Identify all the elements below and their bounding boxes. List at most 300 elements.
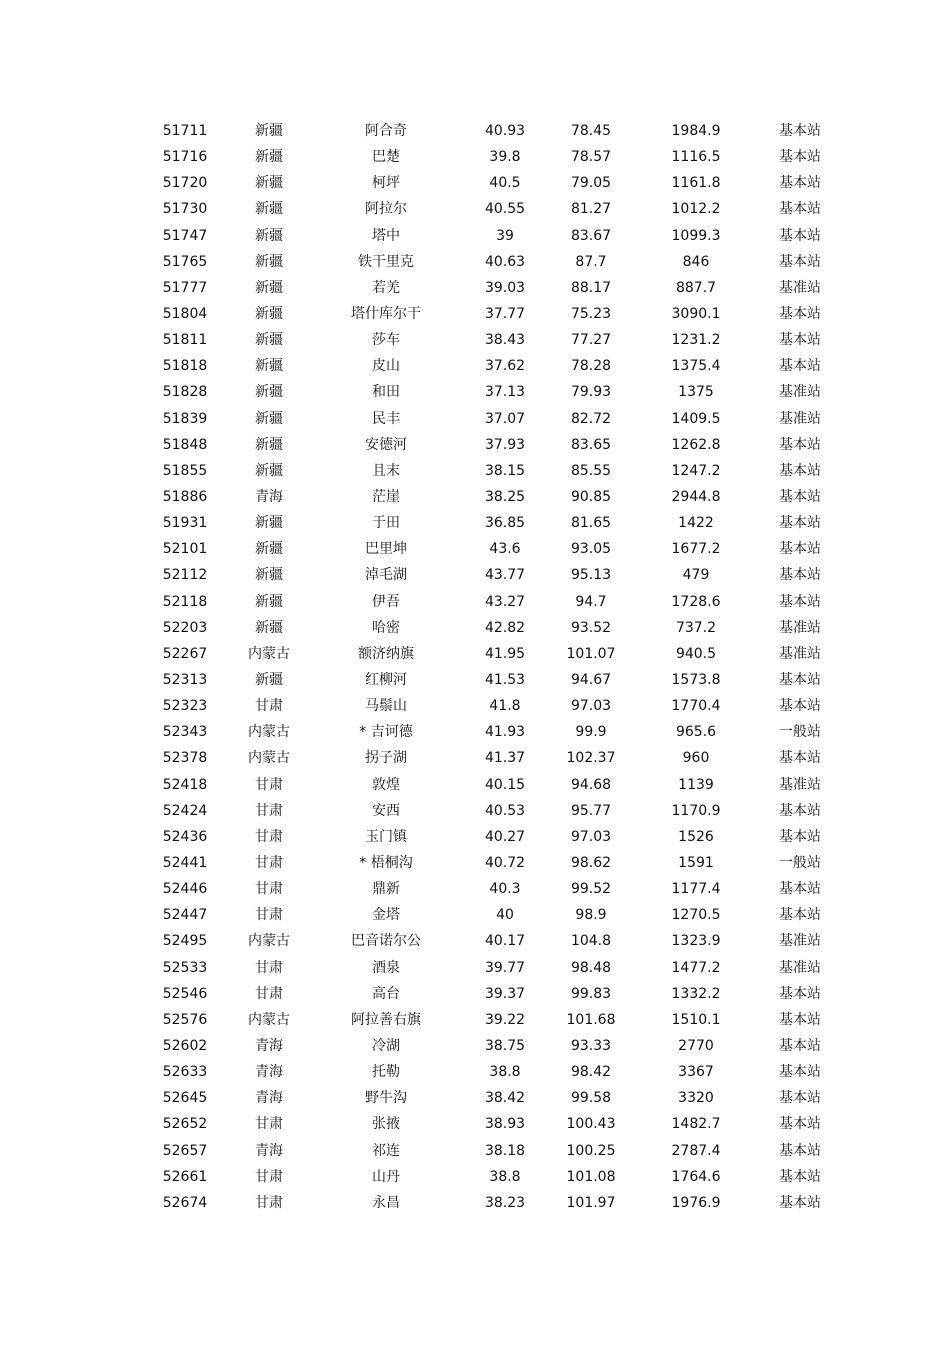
station-name-cell: 阿拉尔 [365,201,407,218]
station-type-cell: 基本站 [779,1090,821,1107]
station-name-cell: 马鬃山 [365,698,407,715]
table-row [142,536,842,562]
station-id-cell: 51765 [162,253,208,270]
province-cell: 甘肃 [255,959,283,976]
table-row [142,327,842,353]
table-row [142,510,842,536]
table-row [142,902,842,928]
latitude-cell: 40.17 [484,933,526,950]
station-id-cell: 52378 [162,750,208,767]
station-name-cell: 淖毛湖 [365,567,407,584]
table-row [142,876,842,902]
table-row [142,1190,842,1216]
longitude-cell: 95.13 [570,567,612,584]
latitude-cell: 40.55 [484,201,526,218]
province-cell: 新疆 [255,175,283,192]
longitude-cell: 78.28 [570,358,612,375]
longitude-cell: 101.97 [566,1194,616,1211]
station-type-cell: 基准站 [779,619,821,636]
latitude-cell: 38.75 [484,1037,526,1054]
province-cell: 内蒙古 [248,750,290,767]
station-name-cell: 鼎新 [372,881,400,898]
province-cell: 内蒙古 [248,645,290,662]
station-id-cell: 51730 [162,201,208,218]
latitude-cell: 40.5 [489,175,521,192]
station-id-cell: 52118 [162,593,208,610]
station-id-cell: 51848 [162,436,208,453]
table-row [142,745,842,771]
table-row [142,406,842,432]
longitude-cell: 94.7 [575,593,607,610]
elevation-cell: 2770 [678,1037,714,1054]
station-name-cell: 安德河 [365,436,407,453]
elevation-cell: 1375.4 [671,358,721,375]
station-type-cell: 基本站 [779,802,821,819]
province-cell: 青海 [255,1064,283,1081]
longitude-cell: 99.58 [570,1090,612,1107]
station-name-cell: 冷湖 [372,1037,400,1054]
longitude-cell: 81.27 [570,201,612,218]
latitude-cell: 40.63 [484,253,526,270]
table-row [142,379,842,405]
station-id-cell: 52447 [162,907,208,924]
station-type-cell: 基本站 [779,515,821,532]
latitude-cell: 40.93 [484,123,526,140]
station-name-cell: 张掖 [372,1116,400,1133]
station-id-cell: 52424 [162,802,208,819]
station-type-cell: 基本站 [779,541,821,558]
latitude-cell: 38.8 [489,1064,521,1081]
elevation-cell: 1170.9 [671,802,721,819]
station-name-cell: 塔什库尔干 [351,306,421,323]
station-type-cell: 基本站 [779,1064,821,1081]
table-row [142,589,842,615]
station-id-cell: 52657 [162,1142,208,1159]
table-row [142,719,842,745]
station-id-cell: 52343 [162,724,208,741]
longitude-cell: 101.08 [566,1168,616,1185]
station-name-cell: 哈密 [372,619,400,636]
longitude-cell: 102.37 [566,750,616,767]
station-type-cell: 基本站 [779,358,821,375]
station-type-cell: 一般站 [779,724,821,741]
station-id-cell: 52576 [162,1011,208,1028]
province-cell: 内蒙古 [248,1011,290,1028]
elevation-cell: 1510.1 [671,1011,721,1028]
latitude-cell: 39.22 [484,1011,526,1028]
elevation-cell: 1099.3 [671,227,721,244]
elevation-cell: 1764.6 [671,1168,721,1185]
station-type-cell: 基本站 [779,907,821,924]
station-name-cell: 红柳河 [365,672,407,689]
latitude-cell: 38.18 [484,1142,526,1159]
station-type-cell: 一般站 [779,855,821,871]
latitude-cell: 37.13 [484,384,526,401]
longitude-cell: 104.8 [570,933,612,950]
longitude-cell: 99.52 [570,881,612,898]
table-row [142,562,842,588]
table-row [142,223,842,249]
latitude-cell: 38.23 [484,1194,526,1211]
province-cell: 甘肃 [255,828,283,845]
station-id-cell: 51818 [162,358,208,375]
province-cell: 甘肃 [255,881,283,898]
latitude-cell: 43.6 [489,541,521,558]
station-id-cell: 52645 [162,1090,208,1107]
province-cell: 青海 [255,1037,283,1054]
station-id-cell: 52436 [162,828,208,845]
station-id-cell: 51747 [162,227,208,244]
latitude-cell: 41.37 [484,750,526,767]
station-id-cell: 51711 [162,123,208,140]
station-type-cell: 基本站 [779,436,821,453]
province-cell: 新疆 [255,593,283,610]
latitude-cell: 38.93 [484,1116,526,1133]
elevation-cell: 1677.2 [671,541,721,558]
station-id-cell: 51777 [162,279,208,296]
elevation-cell: 3367 [678,1064,714,1081]
elevation-cell: 1984.9 [671,123,721,140]
station-id-cell: 51855 [162,462,208,479]
station-name-cell: 永昌 [372,1194,400,1211]
elevation-cell: 1139 [678,776,714,793]
station-id-cell: 52112 [162,567,208,584]
station-name-cell: 敦煌 [372,776,400,793]
elevation-cell: 960 [682,750,710,767]
station-id-cell: 52602 [162,1037,208,1054]
table-row [142,353,842,379]
longitude-cell: 99.9 [575,724,607,741]
elevation-cell: 1247.2 [671,462,721,479]
table-row [142,641,842,667]
station-type-cell: 基本站 [779,593,821,610]
elevation-cell: 2944.8 [671,489,721,506]
longitude-cell: 77.27 [570,332,612,349]
station-id-cell: 52495 [162,933,208,950]
station-name-cell: 柯坪 [372,175,400,192]
latitude-cell: 40.27 [484,828,526,845]
station-id-cell: 51886 [162,489,208,506]
latitude-cell: 37.77 [484,306,526,323]
longitude-cell: 93.52 [570,619,612,636]
longitude-cell: 78.45 [570,123,612,140]
station-id-cell: 51716 [162,149,208,166]
latitude-cell: 41.8 [489,698,521,715]
latitude-cell: 40.15 [484,776,526,793]
latitude-cell: 42.82 [484,619,526,636]
station-id-cell: 51811 [162,332,208,349]
station-id-cell: 52441 [162,855,208,871]
station-name-cell: 玉门镇 [365,828,407,845]
station-id-cell: 52446 [162,881,208,898]
station-name-cell: 巴里坤 [365,541,407,558]
elevation-cell: 1231.2 [671,332,721,349]
elevation-cell: 1477.2 [671,959,721,976]
station-name-cell: 若羌 [372,279,400,296]
elevation-cell: 1323.9 [671,933,721,950]
longitude-cell: 79.93 [570,384,612,401]
longitude-cell: 82.72 [570,410,612,427]
province-cell: 新疆 [255,227,283,244]
province-cell: 甘肃 [255,907,283,924]
latitude-cell: 41.95 [484,645,526,662]
table-row [142,196,842,222]
longitude-cell: 97.03 [570,828,612,845]
elevation-cell: 1409.5 [671,410,721,427]
station-name-cell: 安西 [372,802,400,819]
latitude-cell: 39.77 [484,959,526,976]
station-type-cell: 基本站 [779,306,821,323]
station-name-cell: 巴音诺尔公 [351,933,421,950]
province-cell: 新疆 [255,515,283,532]
longitude-cell: 93.33 [570,1037,612,1054]
station-name-cell: 茫崖 [372,489,400,506]
station-name-cell: 野牛沟 [365,1090,407,1107]
longitude-cell: 100.25 [566,1142,616,1159]
elevation-cell: 965.6 [675,724,717,741]
province-cell: 新疆 [255,462,283,479]
longitude-cell: 101.68 [566,1011,616,1028]
station-id-cell: 52633 [162,1064,208,1081]
province-cell: 新疆 [255,436,283,453]
province-cell: 新疆 [255,672,283,689]
latitude-cell: 37.07 [484,410,526,427]
station-id-cell: 52101 [162,541,208,558]
station-name-cell: 伊吾 [372,593,400,610]
station-name-cell: 且末 [372,462,400,479]
station-name-cell: 阿拉善右旗 [351,1011,421,1028]
station-name-cell: 高台 [372,985,400,1002]
station-type-cell: 基本站 [779,253,821,270]
station-type-cell: 基本站 [779,462,821,479]
table-row [142,850,842,876]
table-row [142,1111,842,1137]
longitude-cell: 85.55 [570,462,612,479]
longitude-cell: 79.05 [570,175,612,192]
station-name-cell: 巴楚 [372,149,400,166]
station-type-cell: 基本站 [779,567,821,584]
longitude-cell: 100.43 [566,1116,616,1133]
station-name-cell: 民丰 [372,410,400,427]
table-row [142,981,842,1007]
table-row [142,1137,842,1163]
station-type-cell: 基本站 [779,985,821,1002]
station-name-cell: 和田 [372,384,400,401]
latitude-cell: 43.27 [484,593,526,610]
latitude-cell: 39.37 [484,985,526,1002]
station-name-cell: * 梧桐沟 [359,855,413,871]
station-type-cell: 基准站 [779,279,821,296]
station-id-cell: 51804 [162,306,208,323]
station-name-cell: 祁连 [372,1142,400,1159]
latitude-cell: 38.15 [484,462,526,479]
elevation-cell: 3320 [678,1090,714,1107]
province-cell: 新疆 [255,358,283,375]
latitude-cell: 40.72 [484,855,526,871]
station-type-cell: 基本站 [779,489,821,506]
table-row [142,1007,842,1033]
longitude-cell: 81.65 [570,515,612,532]
longitude-cell: 78.57 [570,149,612,166]
station-type-cell: 基本站 [779,1168,821,1185]
station-id-cell: 52267 [162,645,208,662]
station-type-cell: 基本站 [779,881,821,898]
longitude-cell: 98.62 [570,855,612,871]
province-cell: 甘肃 [255,802,283,819]
station-id-cell: 51720 [162,175,208,192]
table-row [142,955,842,981]
province-cell: 甘肃 [255,1194,283,1211]
elevation-cell: 1161.8 [671,175,721,192]
table-row [142,458,842,484]
station-id-cell: 52533 [162,959,208,976]
station-type-cell: 基本站 [779,201,821,218]
province-cell: 新疆 [255,253,283,270]
station-id-cell: 52313 [162,672,208,689]
longitude-cell: 98.9 [575,907,607,924]
table-row [142,275,842,301]
longitude-cell: 90.85 [570,489,612,506]
station-type-cell: 基本站 [779,1037,821,1054]
station-type-cell: 基本站 [779,1194,821,1211]
longitude-cell: 83.65 [570,436,612,453]
elevation-cell: 1332.2 [671,985,721,1002]
station-name-cell: 莎车 [372,332,400,349]
table-row [142,772,842,798]
table-row [142,144,842,170]
station-id-cell: 51828 [162,384,208,401]
station-id-cell: 51839 [162,410,208,427]
longitude-cell: 93.05 [570,541,612,558]
longitude-cell: 87.7 [575,253,607,270]
elevation-cell: 1116.5 [671,149,721,166]
table-row [142,667,842,693]
elevation-cell: 1976.9 [671,1194,721,1211]
latitude-cell: 41.93 [484,724,526,741]
province-cell: 新疆 [255,567,283,584]
latitude-cell: 39.03 [484,279,526,296]
station-type-cell: 基本站 [779,672,821,689]
latitude-cell: 43.77 [484,567,526,584]
longitude-cell: 83.67 [570,227,612,244]
station-id-cell: 51931 [162,515,208,532]
elevation-cell: 1526 [678,828,714,845]
latitude-cell: 36.85 [484,515,526,532]
station-type-cell: 基准站 [779,933,821,950]
elevation-cell: 1573.8 [671,672,721,689]
station-name-cell: 皮山 [372,358,400,375]
table-row [142,693,842,719]
province-cell: 新疆 [255,410,283,427]
elevation-cell: 887.7 [675,279,717,296]
latitude-cell: 41.53 [484,672,526,689]
latitude-cell: 40 [496,907,514,924]
station-type-cell: 基本站 [779,698,821,715]
table-row [142,249,842,275]
province-cell: 甘肃 [255,985,283,1002]
latitude-cell: 38.8 [489,1168,521,1185]
station-name-cell: 额济纳旗 [358,645,414,662]
station-id-cell: 52661 [162,1168,208,1185]
province-cell: 新疆 [255,384,283,401]
elevation-cell: 1482.7 [671,1116,721,1133]
province-cell: 甘肃 [255,776,283,793]
province-cell: 青海 [255,489,283,506]
elevation-cell: 1262.8 [671,436,721,453]
province-cell: 新疆 [255,201,283,218]
table-row [142,798,842,824]
longitude-cell: 99.83 [570,985,612,1002]
table-row [142,1164,842,1190]
station-id-cell: 52418 [162,776,208,793]
elevation-cell: 1422 [678,515,714,532]
longitude-cell: 88.17 [570,279,612,296]
longitude-cell: 94.67 [570,672,612,689]
station-type-cell: 基准站 [779,384,821,401]
station-name-cell: 金塔 [372,907,400,924]
station-id-cell: 52546 [162,985,208,1002]
latitude-cell: 39 [496,227,514,244]
station-type-cell: 基准站 [779,410,821,427]
station-id-cell: 52652 [162,1116,208,1133]
station-type-cell: 基本站 [779,227,821,244]
longitude-cell: 98.42 [570,1064,612,1081]
station-type-cell: 基本站 [779,750,821,767]
elevation-cell: 846 [682,253,710,270]
table-row [142,1085,842,1111]
province-cell: 青海 [255,1142,283,1159]
latitude-cell: 38.43 [484,332,526,349]
longitude-cell: 75.23 [570,306,612,323]
station-id-cell: 52203 [162,619,208,636]
station-type-cell: 基本站 [779,123,821,140]
province-cell: 青海 [255,1090,283,1107]
longitude-cell: 94.68 [570,776,612,793]
province-cell: 新疆 [255,149,283,166]
latitude-cell: 38.42 [484,1090,526,1107]
table-row [142,824,842,850]
table-row [142,432,842,458]
table-row [142,1059,842,1085]
province-cell: 甘肃 [255,1116,283,1133]
station-id-cell: 52674 [162,1194,208,1211]
station-type-cell: 基本站 [779,828,821,845]
latitude-cell: 40.53 [484,802,526,819]
station-name-cell: 酒泉 [372,959,400,976]
station-type-cell: 基准站 [779,645,821,662]
elevation-cell: 1770.4 [671,698,721,715]
elevation-cell: 479 [682,567,710,584]
latitude-cell: 38.25 [484,489,526,506]
latitude-cell: 37.93 [484,436,526,453]
table-row [142,301,842,327]
station-name-cell: 塔中 [372,227,400,244]
province-cell: 甘肃 [255,698,283,715]
station-type-cell: 基本站 [779,175,821,192]
elevation-cell: 1591 [678,855,714,871]
station-name-cell: 托勒 [372,1064,400,1081]
station-type-cell: 基本站 [779,1011,821,1028]
elevation-cell: 1177.4 [671,881,721,898]
station-type-cell: 基本站 [779,149,821,166]
station-type-cell: 基准站 [779,776,821,793]
station-table [142,118,842,1216]
longitude-cell: 101.07 [566,645,616,662]
table-row [142,928,842,954]
table-row [142,170,842,196]
province-cell: 甘肃 [255,1168,283,1185]
province-cell: 新疆 [255,332,283,349]
